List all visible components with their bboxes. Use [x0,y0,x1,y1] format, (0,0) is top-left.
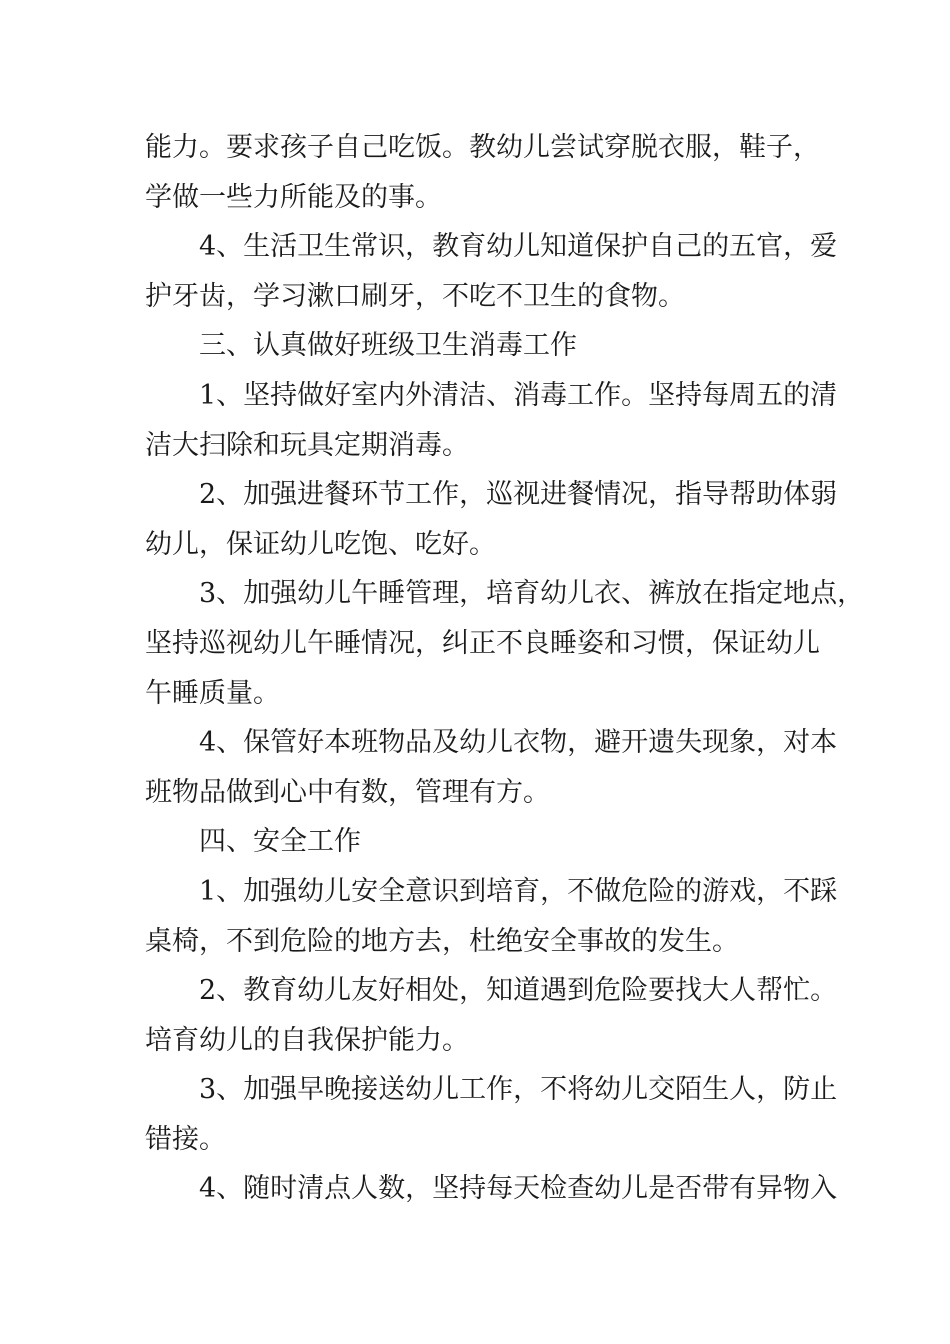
paragraph-10 [145,966,838,1065]
text-line: 幼儿，保证幼儿吃饱、吃好。 [145,528,496,560]
section-heading-8 [145,817,815,867]
paragraph-12 [145,1164,838,1214]
document-body [145,123,865,1214]
text-line: 坚持巡视幼儿午睡情况，纠正不良睡姿和习惯，保证幼儿 [145,627,820,659]
text-line: 三、认真做好班级卫生消毒工作 [199,330,577,362]
text-line: 培育幼儿的自我保护能力。 [145,1024,469,1056]
paragraph-9 [145,867,838,966]
text-line: 午睡质量。 [145,677,280,709]
paragraph-6 [145,569,865,718]
text-line: 4、生活卫生常识，教育幼儿知道保护自己的五官，爱 [199,231,838,263]
paragraph-5 [145,470,838,569]
text-line: 2、加强进餐环节工作，巡视进餐情况，指导帮助体弱 [199,479,838,511]
text-line: 1、坚持做好室内外清洁、消毒工作。坚持每周五的清 [199,379,838,411]
text-line: 4、保管好本班物品及幼儿衣物，避开遗失现象，对本 [199,727,838,759]
text-line: 1、加强幼儿安全意识到培育，不做危险的游戏，不踩 [199,875,838,907]
text-line: 班物品做到心中有数，管理有方。 [145,776,550,808]
text-line: 洁大扫除和玩具定期消毒。 [145,429,469,461]
paragraph-7 [145,718,838,817]
paragraph-1 [145,123,820,222]
paragraph-11 [145,1065,838,1164]
text-line: 错接。 [145,1123,226,1155]
text-line: 护牙齿，学习漱口刷牙，不吃不卫生的食物。 [145,280,685,312]
text-line: 四、安全工作 [199,826,361,858]
text-line: 学做一些力所能及的事。 [145,181,442,213]
text-line: 3、加强幼儿午睡管理，培育幼儿衣、裤放在指定地点， [199,578,865,610]
text-line: 3、加强早晚接送幼儿工作，不将幼儿交陌生人，防止 [199,1074,838,1106]
text-line: 2、教育幼儿友好相处，知道遇到危险要找大人帮忙。 [199,975,838,1007]
paragraph-4 [145,371,838,470]
text-line: 4、随时清点人数，坚持每天检查幼儿是否带有异物入 [199,1173,838,1205]
text-line: 桌椅，不到危险的地方去，杜绝安全事故的发生。 [145,925,739,957]
paragraph-2 [145,222,838,321]
text-line: 能力。要求孩子自己吃饭。教幼儿尝试穿脱衣服，鞋子， [145,132,820,163]
section-heading-3 [145,321,815,371]
